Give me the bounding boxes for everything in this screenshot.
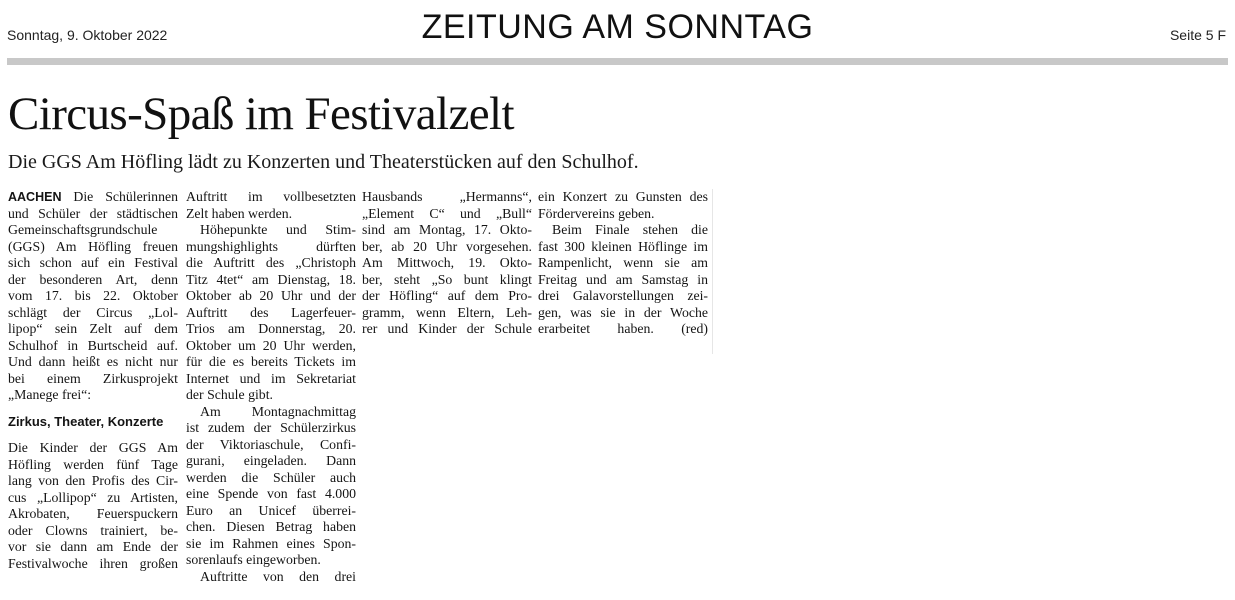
article-column-3 [362,189,532,338]
article-text-line: eine Spende von fast 4.000 [186,486,356,501]
article-text-line: Hausbands „Hermanns“, [362,189,532,204]
article-text-line: bei einem Zirkusprojekt [8,370,178,386]
article-text-line: vom 17. bis 22. Oktober [8,288,178,303]
issue-date: Sonntag, 9. Oktober 2022 [7,27,168,43]
article-text-line: drei Galavorstellungen zei- [538,288,708,303]
article-text-line: der besonderen Art, denn [8,271,178,287]
article-text-line: Oktober um 20 Uhr werden, [186,337,356,353]
article-text-line: Höhepunkte und Stim- [200,222,356,237]
author-signature: (red) [681,321,708,336]
article-text-line: lang von den Profis des Cir- [8,473,178,488]
article-text-line: der Höfling“ auf dem Pro- [362,288,532,303]
dateline: AACHEN [8,190,62,204]
article-text-line: Internet und im Sekretariat [186,370,356,386]
article-text-line: Und dann heißt es nicht nur [8,354,178,369]
article-text-line: Zelt haben werden. [186,205,293,221]
article-text-line: Oktober ab 20 Uhr und der [186,288,356,303]
article-text-line [538,321,708,338]
article-text-line: schlägt der Circus „Lol- [8,304,178,320]
article-text-line: Höfling werden fünf Tage [8,456,178,472]
article-text-line: und Schüler der städtischen [8,205,178,221]
masthead-divider [7,58,1228,65]
article-text-line: gen, was sie in der Woche [538,304,708,320]
article-text-line: Akrobaten, Feuerspuckern [8,506,178,521]
article-text-line: ist zudem der Schülerzirkus [186,420,356,435]
article-text-line: lipop“ sein Zelt auf dem [8,321,178,336]
article-text-line: Festivalwoche ihren großen [8,555,178,571]
article-text-line: Freitag und am Samstag in [538,271,708,287]
article-column-4 [538,189,708,338]
article-text-line: Die Kinder der GGS Am [8,440,178,455]
article-text-line: Beim Finale stehen die [552,222,708,237]
article-text-line: vor sie dann am Ende der [8,539,178,554]
article-text-line: Auftritte von den drei [200,568,356,584]
article-text-line: ber, ab 20 Uhr vorgesehen. [362,238,532,254]
article-text-line: „Element C“ und „Bull“ [362,205,532,221]
article-text-line: Fördervereins geben. [538,205,655,221]
article-text-segment: Die Schülerinnen [61,189,178,204]
article-headline: Circus-Spaß im Festivalzelt [8,88,514,140]
article-text-line [8,189,178,206]
article-text-line: mungshighlights dürften [186,238,356,254]
article-text-line: „Manege frei“: [8,387,92,402]
article-text-line: oder Clowns trainiert, be- [8,522,178,538]
article-text-line: Gemeinschaftsgrundschule [8,222,158,237]
article-text-line: ber, steht „So bunt klingt [362,271,532,287]
article-text-line: Am Mittwoch, 19. Okto- [362,255,532,270]
article-text-line: gurani, eingeladen. Dann [186,453,356,468]
article-text-line: Trios am Donnerstag, 20. [186,321,356,336]
article-subheadline: Die GGS Am Höfling lädt zu Konzerten und Theaterstücken auf den Schulhof. [8,151,639,173]
article-text-line: werden die Schüler auch [186,469,356,485]
article-text-line: sich schon auf ein Festival [8,255,178,270]
newspaper-title: ZEITUNG AM SONNTAG [421,8,814,46]
article-text-segment: erarbeitet haben. [538,321,654,336]
article-text-line: (GGS) Am Höfling freuen [8,238,178,254]
column-divider [712,189,713,354]
article-text-line: der Viktoriaschule, Confi- [186,436,356,452]
article-text-line: Auftritt des Lagerfeuer- [186,304,356,320]
article-text-line: ein Konzert zu Gunsten des [538,189,708,204]
article-text-line: die Auftritt des „Christoph [186,255,356,270]
article-text-line: sind am Montag, 17. Okto- [362,222,532,237]
article-text-line: Auftritt im vollbesetzten [186,189,356,204]
article-text-line: Euro an Unicef überrei- [186,502,356,518]
article-text-line: fast 300 kleinen Höflinge im [538,238,708,254]
article-text-line: chen. Diesen Betrag haben [186,519,356,534]
page-number: Seite 5 F [1169,27,1226,43]
article-text-line: Titz 4tet“ am Dienstag, 18. [186,271,356,287]
article-subhead: Zirkus, Theater, Konzerte [8,413,164,429]
article-text-line: sorenlaufs eingeworben. [186,552,321,567]
article-text-line: der Schule gibt. [186,387,273,402]
article-text-line: für die es bereits Tickets im [186,354,356,369]
article-text-line: Schulhof in Burtscheid auf. [8,337,178,353]
article-text-line: gramm, wenn Eltern, Leh- [362,304,532,320]
article-text-line: rer und Kinder der Schule [362,321,532,336]
article-text-line: Am Montagnachmittag [200,403,356,419]
article-column-2 [186,189,356,585]
article-column-1 [8,189,178,572]
article-text-line: sie im Rahmen eines Spon- [186,535,356,551]
article-text-line: cus „Lollipop“ zu Artisten, [8,489,178,505]
article-text-line: Rampenlicht, wenn sie am [538,255,708,270]
